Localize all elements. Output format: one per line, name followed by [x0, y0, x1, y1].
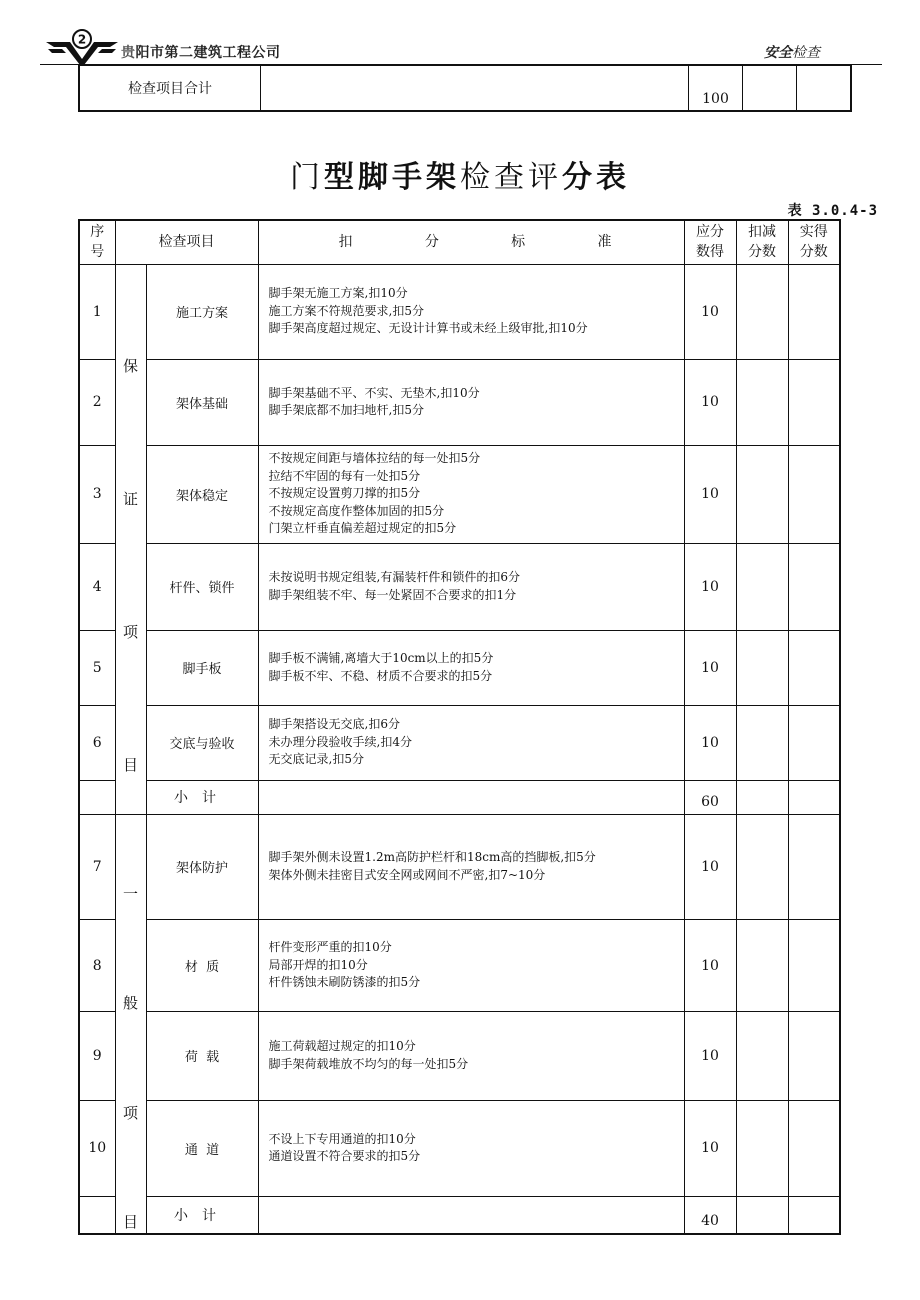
group-general: 一 般 项 目	[115, 814, 146, 1234]
actual-cell[interactable]	[788, 1100, 840, 1197]
deduct-cell[interactable]	[736, 780, 788, 814]
company-name: 贵阳市第二建筑工程公司	[121, 45, 281, 61]
table-row: 6 交底与验收 脚手架搭设无交底,扣6分 未办理分段验收手续,扣4分 无交底记录,扣5分 10	[79, 705, 840, 780]
deduct-cell[interactable]	[736, 359, 788, 445]
subtotal-row	[79, 780, 840, 814]
actual-cell[interactable]	[788, 814, 840, 920]
group-guarantee: 保 证 项 目	[115, 264, 146, 814]
subtotal-row	[79, 1197, 840, 1234]
page-title: 门型脚手架检查评分表	[290, 160, 630, 195]
col-actual-score: 实得 分数	[788, 220, 840, 264]
deduct-cell[interactable]	[736, 814, 788, 920]
actual-cell[interactable]	[788, 780, 840, 814]
table-row: 10 通 道 不设上下专用通道的扣10分 通道设置不符合要求的扣5分 10	[79, 1100, 840, 1197]
table-row: 9 荷 载 施工荷载超过规定的扣10分 脚手架荷载堆放不均匀的每一处扣5分 10	[79, 1012, 840, 1101]
deduct-cell[interactable]	[736, 543, 788, 630]
table-row: 2 架体基础 脚手架基础不平、不实、无垫木,扣10分 脚手架底都不加扫地杆,扣5分 10	[79, 359, 840, 445]
actual-cell[interactable]	[788, 1012, 840, 1101]
table-row: 8 材 质 杆件变形严重的扣10分 局部开焊的扣10分 杆件锈蚀未刷防锈漆的扣5分 10	[79, 920, 840, 1012]
actual-cell[interactable]	[788, 543, 840, 630]
subtotal-label: 小计	[146, 780, 258, 814]
subtotal-general: 40	[684, 1197, 736, 1234]
actual-cell[interactable]	[788, 630, 840, 705]
actual-cell[interactable]	[788, 359, 840, 445]
col-criteria: 扣 分 标 准	[258, 220, 684, 264]
previous-table-total	[78, 65, 852, 112]
company-logo	[44, 29, 120, 65]
subtotal-label: 小计	[146, 1197, 258, 1234]
actual-cell[interactable]	[788, 705, 840, 780]
deduct-cell[interactable]	[736, 1100, 788, 1197]
deduct-cell[interactable]	[736, 1197, 788, 1234]
col-deduct-score: 扣减 分数	[736, 220, 788, 264]
table-row: 4 杆件、锁件 未按说明书规定组装,有漏装杆件和锁件的扣6分 脚手架组装不牢、每一处紧固不合要求的扣1分 10	[79, 543, 840, 630]
actual-cell[interactable]	[788, 920, 840, 1012]
actual-cell[interactable]	[788, 264, 840, 359]
deduct-cell[interactable]	[736, 920, 788, 1012]
total-label: 检查项目合计	[79, 66, 261, 112]
logo-number: 2	[77, 32, 87, 47]
table-row: 3 架体稳定 不按规定间距与墙体拉结的每一处扣5分 拉结不牢固的每有一处扣5分 不按规定设置剪刀撑的扣5分 不按规定高度作整体加固的扣5分 门架立杆垂直偏差超过规定的扣5分 10	[79, 445, 840, 543]
table-row: 7 一 般 项 目 架体防护 脚手架外侧未设置1.2m高防护栏杆和18cm高的挡脚板,扣5分 架体外侧未挂密目式安全网或网间不严密,扣7~10分 10	[79, 814, 840, 920]
deduct-cell[interactable]	[736, 705, 788, 780]
actual-cell[interactable]	[788, 445, 840, 543]
total-points: 100	[689, 66, 743, 112]
section-label: 安全检查	[764, 45, 820, 61]
deduct-cell[interactable]	[736, 445, 788, 543]
deduct-cell[interactable]	[736, 630, 788, 705]
deduct-cell[interactable]	[736, 1012, 788, 1101]
deduct-cell[interactable]	[736, 264, 788, 359]
col-seq: 序 号	[79, 220, 115, 264]
inspection-score-table	[78, 219, 841, 1235]
actual-cell[interactable]	[788, 1197, 840, 1234]
table-row: 5 脚手板 脚手板不满铺,离墙大于10cm以上的扣5分 脚手板不牢、不稳、材质不合要求的扣5分 10	[79, 630, 840, 705]
subtotal-guarantee: 60	[684, 780, 736, 814]
col-item: 检查项目	[115, 220, 258, 264]
table-number: 表 3.0.4-3	[787, 203, 878, 219]
col-should-score: 应分 数得	[684, 220, 736, 264]
page-header	[0, 0, 920, 70]
table-row: 1 保 证 项 目 施工方案 脚手架无施工方案,扣10分 施工方案不符规范要求,扣5分 脚手架高度超过规定、无设计计算书或未经上级审批,扣10分 10	[79, 264, 840, 359]
